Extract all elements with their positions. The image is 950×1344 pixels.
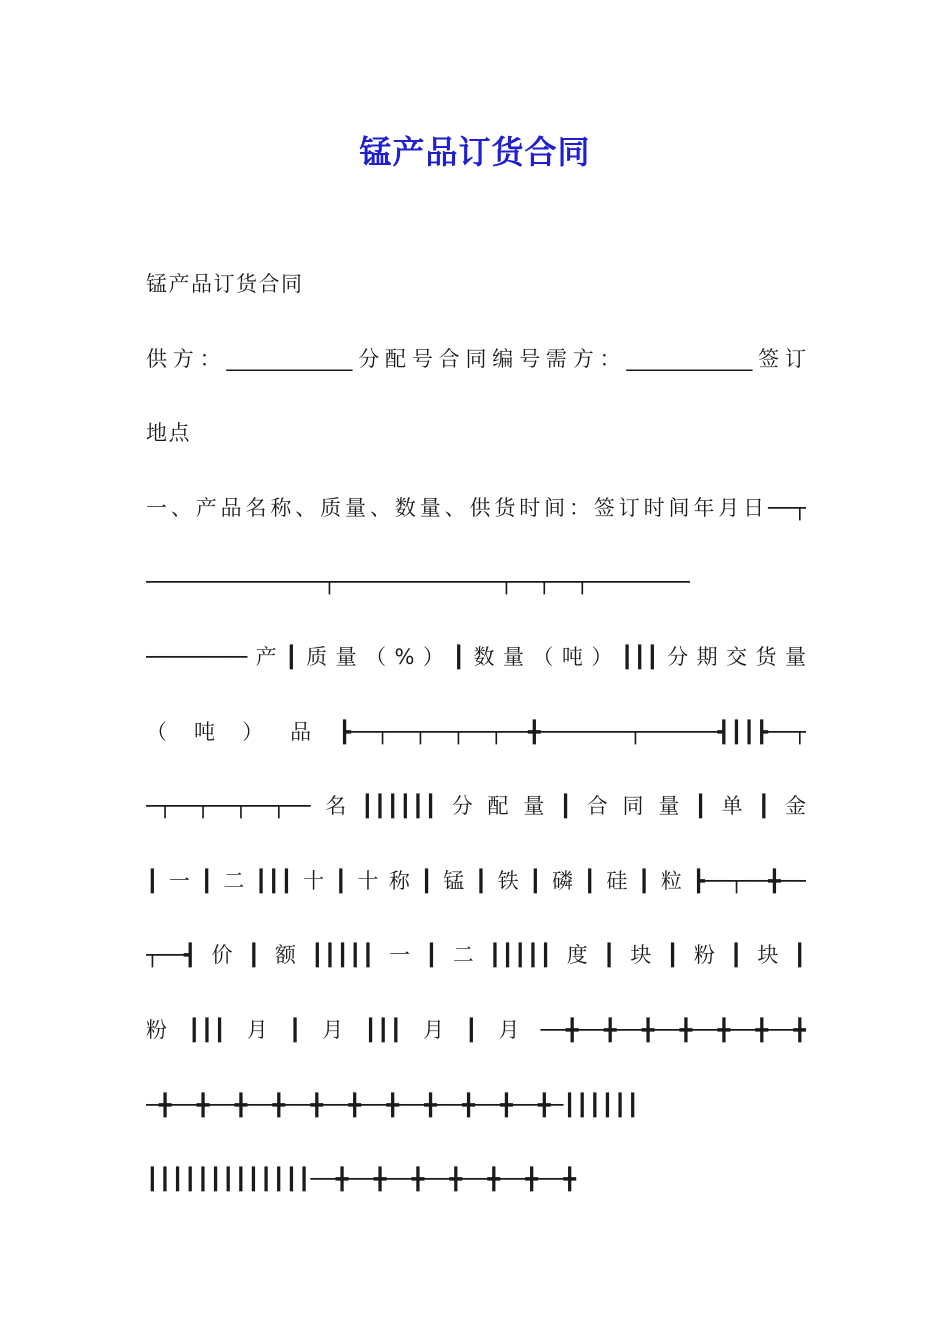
body-line-table: ────────产┃质量（%）┃数量（吨）┃┃┃分期交货量 (146, 644, 806, 669)
body-line-table: ┬──┫价┃额┃┃┃┃┃一┃二┃┃┃┃┃度┃块┃粉┃块┃ (146, 943, 806, 968)
body-line-table: （吨）品┣──┬──┬──┬──┬──╋───────┬──────┫┃┃┣──┬ (146, 719, 806, 744)
body-line-table: ┃┃┃┃┃┃┃┃┃┃┃┃┃──╋──╋──╋──╋──╋──╋──╋ (146, 1167, 576, 1192)
body-line-table: ─╋──╋──╋──╋──╋──╋──╋──╋──╋──╋──╋─┃┃┃┃┃┃ (146, 1092, 640, 1117)
body-line-table: ┃一┃二┃┃┃十┃十称┃锰┃铁┃磷┃硅┃粒┣──┬──╋── (146, 868, 806, 893)
document-title: 锰产品订货合同 (359, 133, 591, 171)
body-line-table: ─┬──┬──┬──┬──名┃┃┃┃┃┃分配量┃合同量┃单┃金 (146, 794, 806, 819)
body-line-table: 粉┃┃┃月┃月┃┃┃月┃月──╋──╋──╋──╋──╋──╋──╋ (146, 1017, 806, 1042)
document-body (146, 262, 806, 1232)
body-line-location: 地点 (146, 421, 191, 446)
body-line-clause-one: 一、产品名称、质量、数量、供货时间：签订时间年月日──┬ (146, 495, 806, 520)
body-line-table: ──────────────┬─────────────┬──┬──┬──────── (146, 570, 690, 595)
body-line-heading: 锰产品订货合同 (146, 272, 304, 296)
body-line-parties: 供方：____________分配号合同编号需方：____________签订 (146, 346, 806, 371)
